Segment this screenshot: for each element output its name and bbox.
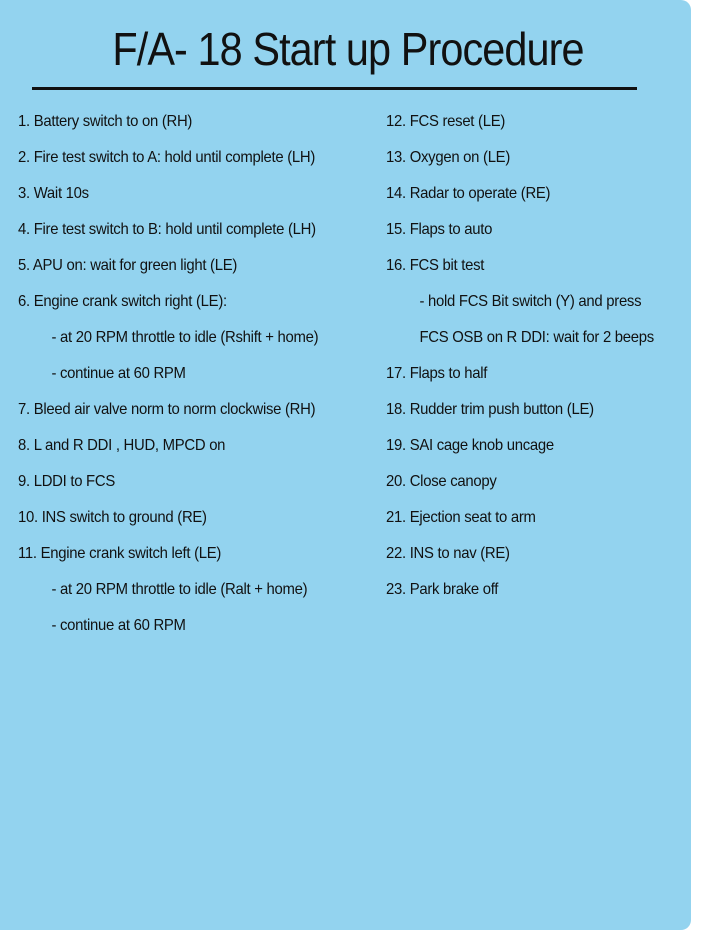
- left-step-list: [18, 104, 341, 644]
- step-item: 13. Oxygen on (LE): [386, 149, 511, 166]
- step-item: 14. Radar to operate (RE): [386, 185, 551, 202]
- sub-step-item: - continue at 60 RPM: [51, 617, 186, 634]
- step-item: 6. Engine crank switch right (LE):: [18, 293, 227, 310]
- step-item: 7. Bleed air valve norm to norm clockwise (RH): [18, 401, 316, 418]
- step-item: 22. INS to nav (RE): [386, 545, 510, 562]
- step-item: 18. Rudder trim push button (LE): [386, 401, 594, 418]
- sub-step-item: - at 20 RPM throttle to idle (Ralt + home): [51, 581, 308, 598]
- sub-step-item: - hold FCS Bit switch (Y) and press: [419, 293, 642, 310]
- step-item: 10. INS switch to ground (RE): [18, 509, 207, 526]
- step-item: 5. APU on: wait for green light (LE): [18, 257, 238, 274]
- step-item: 17. Flaps to half: [386, 365, 488, 382]
- sub-step-item: - continue at 60 RPM: [51, 365, 186, 382]
- step-item: 19. SAI cage knob uncage: [386, 437, 554, 454]
- page-title: F/A- 18 Start up Procedure: [112, 23, 584, 75]
- step-item: 2. Fire test switch to A: hold until complete (LH): [18, 149, 316, 166]
- step-item: 1. Battery switch to on (RH): [18, 113, 193, 130]
- step-item: 9. LDDI to FCS: [18, 473, 115, 490]
- sub-step-item: - at 20 RPM throttle to idle (Rshift + home): [51, 329, 319, 346]
- right-step-list: [386, 104, 674, 608]
- step-item: 23. Park brake off: [386, 581, 499, 598]
- step-item: 11. Engine crank switch left (LE): [18, 545, 222, 562]
- step-item: 12. FCS reset (LE): [386, 113, 506, 130]
- step-item: 20. Close canopy: [386, 473, 497, 490]
- step-item: 16. FCS bit test: [386, 257, 485, 274]
- title-underline: [32, 87, 637, 90]
- step-item: 21. Ejection seat to arm: [386, 509, 536, 526]
- step-item: 15. Flaps to auto: [386, 221, 493, 238]
- step-item: 4. Fire test switch to B: hold until complete (LH): [18, 221, 316, 238]
- sub-step-item: FCS OSB on R DDI: wait for 2 beeps: [419, 329, 654, 346]
- step-item: 3. Wait 10s: [18, 185, 89, 202]
- step-item: 8. L and R DDI , HUD, MPCD on: [18, 437, 226, 454]
